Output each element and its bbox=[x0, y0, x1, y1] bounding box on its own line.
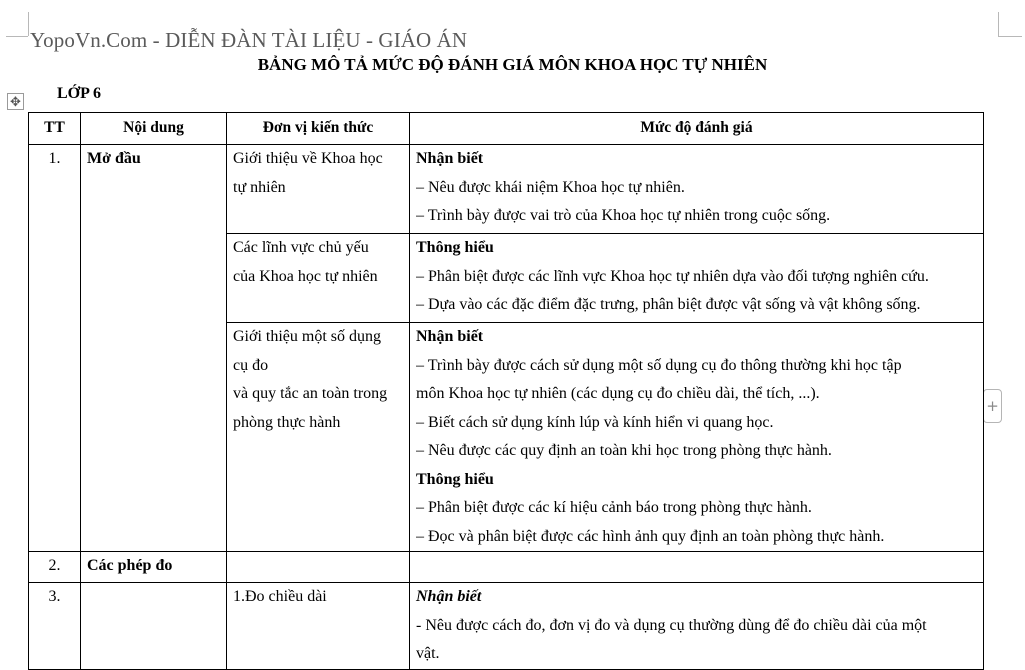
unit-line: 1.Đo chiều dài bbox=[233, 588, 327, 605]
row-content: Mở đầu bbox=[81, 145, 227, 552]
criterion: – Nêu được các quy định an toàn khi học trong phòng thực hành. bbox=[416, 442, 832, 459]
unit-line: Giới thiệu về Khoa học bbox=[233, 150, 383, 167]
row-number: 3. bbox=[29, 583, 81, 670]
criterion: – Nêu được khái niệm Khoa học tự nhiên. bbox=[416, 178, 685, 196]
assessment-table bbox=[28, 112, 984, 670]
assessment-description bbox=[410, 145, 984, 234]
assessment-description bbox=[410, 323, 984, 552]
level-label: Nhận biết bbox=[416, 328, 484, 345]
header-unit: Đơn vị kiến thức bbox=[227, 113, 410, 145]
row-content bbox=[81, 583, 227, 670]
add-row-icon[interactable]: + bbox=[983, 389, 1002, 423]
level-label: Thông hiểu bbox=[416, 470, 494, 488]
knowledge-unit bbox=[227, 552, 410, 583]
table-row bbox=[29, 583, 984, 670]
criterion: – Phân biệt được các lĩnh vực Khoa học tự nhiên dựa vào đối tượng nghiên cứu. bbox=[416, 267, 929, 285]
page-corner-mark bbox=[998, 36, 1022, 37]
criterion: – Phân biệt được các kí hiệu cảnh báo trong phòng thực hành. bbox=[416, 499, 812, 516]
criterion: – Biết cách sử dụng kính lúp và kính hiển vi quang học. bbox=[416, 413, 774, 431]
grade-heading: LỚP 6 bbox=[57, 85, 102, 102]
document-title: BẢNG MÔ TẢ MỨC ĐỘ ĐÁNH GIÁ MÔN KHOA HỌC TỰ NHIÊN bbox=[257, 55, 768, 74]
table-row bbox=[29, 552, 984, 583]
assessment-description bbox=[410, 234, 984, 323]
level-label: Nhận biết bbox=[416, 588, 482, 605]
unit-line: của Khoa học tự nhiên bbox=[233, 267, 378, 285]
criterion: môn Khoa học tự nhiên (các dụng cụ đo chiều dài, thể tích, ...). bbox=[416, 385, 820, 402]
knowledge-unit bbox=[227, 234, 410, 323]
page-corner-mark bbox=[28, 12, 29, 36]
criterion: - Nêu được cách đo, đơn vị đo và dụng cụ thường dùng để đo chiều dài của một bbox=[416, 616, 927, 634]
table-row bbox=[29, 145, 984, 234]
unit-line: tự nhiên bbox=[233, 178, 286, 196]
row-content: Các phép đo bbox=[81, 552, 227, 583]
knowledge-unit bbox=[227, 145, 410, 234]
row-number: 1. bbox=[29, 145, 81, 552]
criterion: – Trình bày được cách sử dụng một số dụng cụ đo thông thường khi học tập bbox=[416, 356, 902, 374]
knowledge-unit bbox=[227, 323, 410, 552]
header-content: Nội dung bbox=[81, 113, 227, 145]
unit-line: Giới thiệu một số dụng bbox=[233, 328, 382, 345]
criterion: – Đọc và phân biệt được các hình ảnh quy định an toàn phòng thực hành. bbox=[416, 527, 885, 545]
knowledge-unit bbox=[227, 583, 410, 670]
header-level: Mức độ đánh giá bbox=[410, 113, 984, 145]
assessment-description bbox=[410, 583, 984, 670]
header-tt: TT bbox=[29, 113, 81, 145]
criterion: vật. bbox=[416, 645, 440, 662]
unit-line: Các lĩnh vực chủ yếu bbox=[233, 239, 369, 256]
assessment-description bbox=[410, 552, 984, 583]
page-corner-mark bbox=[6, 36, 28, 37]
criterion: – Dựa vào các đặc điểm đặc trưng, phân biệt được vật sống và vật không sống. bbox=[416, 296, 921, 313]
level-label: Nhận biết bbox=[416, 150, 484, 167]
row-number: 2. bbox=[29, 552, 81, 583]
criterion: – Trình bày được vai trò của Khoa học tự nhiên trong cuộc sống. bbox=[416, 207, 831, 224]
level-label: Thông hiểu bbox=[416, 239, 494, 256]
page-corner-mark bbox=[998, 12, 999, 36]
unit-line: cụ đo bbox=[233, 356, 269, 374]
table-move-icon[interactable]: ✥ bbox=[7, 93, 24, 110]
watermark-header: YopoVn.Com - DIỄN ĐÀN TÀI LIỆU - GIÁO ÁN bbox=[30, 28, 468, 52]
table-header-row bbox=[29, 113, 984, 145]
unit-line: phòng thực hành bbox=[233, 413, 341, 431]
unit-line: và quy tắc an toàn trong bbox=[233, 385, 388, 402]
